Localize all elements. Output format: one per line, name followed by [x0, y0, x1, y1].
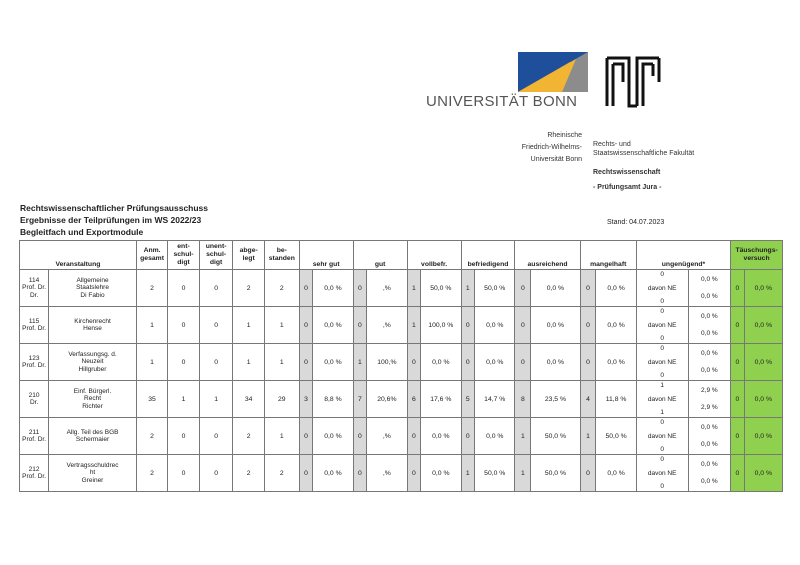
count-cell-unent: 0: [199, 455, 233, 492]
course-number-cell: 211 Prof. Dr.: [20, 418, 49, 455]
office-name: - Prüfungsamt Jura -: [593, 184, 662, 191]
grade-count-man: 4: [580, 381, 596, 418]
grade-count-man: 1: [580, 418, 596, 455]
course-name-cell: Allg. Teil des BGB Schermaier: [49, 418, 137, 455]
count-cell-best: 1: [264, 418, 299, 455]
address-faculty: [593, 140, 694, 158]
count-cell-abg: 2: [233, 270, 264, 307]
results-title: Ergebnisse der Teilprüfungen im WS 2022/23: [20, 215, 202, 225]
committee-title: Rechtswissenschaftlicher Prüfungsausschuss: [20, 203, 209, 213]
grade-percent-aus: 0,0 %: [531, 307, 580, 344]
taeuschung-count: 0: [731, 344, 744, 381]
count-cell-ent: 0: [168, 307, 199, 344]
course-name-cell: Einf. Bürgerl. Recht Richter: [49, 381, 137, 418]
address-line: Friedrich-Wilhelms-: [521, 144, 582, 151]
grade-percent-gut: ,%: [367, 270, 407, 307]
grade-count-man: 0: [580, 455, 596, 492]
grade-count-bef: 0: [461, 344, 474, 381]
grade-percent-sg: 0,0 %: [313, 418, 353, 455]
count-cell-anm: 2: [136, 455, 167, 492]
table-row: [20, 455, 783, 492]
grade-percent-bef: 50,0 %: [475, 455, 515, 492]
table-row: [20, 307, 783, 344]
grade-percent-aus: 0,0 %: [531, 270, 580, 307]
grade-percent-vb: 100,0 %: [421, 307, 461, 344]
grade-percent-vb: 0,0 %: [421, 455, 461, 492]
grade-percent-aus: 50,0 %: [531, 418, 580, 455]
faculty-line: Staatswissenschaftliche Fakultät: [593, 150, 695, 157]
col-befriedigend: befriedigend: [461, 241, 515, 270]
count-cell-best: 2: [264, 270, 299, 307]
faculty-line: Rechts- und: [593, 141, 631, 148]
ungenuegend-percent-cell: 0,0 % 0,0 %: [688, 307, 731, 344]
grade-percent-vb: 0,0 %: [421, 418, 461, 455]
grade-count-bef: 5: [461, 381, 474, 418]
grade-count-gut: 7: [353, 381, 366, 418]
grade-percent-bef: 0,0 %: [475, 344, 515, 381]
grade-count-sg: 0: [299, 344, 312, 381]
grade-count-aus: 0: [515, 270, 531, 307]
grade-count-sg: 0: [299, 455, 312, 492]
count-cell-best: 1: [264, 344, 299, 381]
grade-count-aus: 1: [515, 455, 531, 492]
ungenuegend-count-cell: 0 davon NE 0: [636, 344, 688, 381]
course-number-cell: 123 Prof. Dr.: [20, 344, 49, 381]
address-line: Rheinische: [547, 132, 582, 139]
grade-count-gut: 1: [353, 344, 366, 381]
course-number-cell: 114 Prof. Dr. Dr.: [20, 270, 49, 307]
grade-count-vb: 6: [407, 381, 420, 418]
count-cell-anm: 1: [136, 307, 167, 344]
grade-percent-sg: 0,0 %: [313, 344, 353, 381]
count-cell-ent: 1: [168, 381, 199, 418]
col-abgelegt: abge- legt: [233, 241, 264, 270]
count-cell-ent: 0: [168, 418, 199, 455]
ungenuegend-count-cell: 0 davon NE 0: [636, 270, 688, 307]
grade-percent-man: 50,0 %: [596, 418, 636, 455]
grade-percent-sg: 0,0 %: [313, 307, 353, 344]
count-cell-abg: 34: [233, 381, 264, 418]
table-row: [20, 418, 783, 455]
grade-percent-gut: ,%: [367, 455, 407, 492]
grade-percent-sg: 0,0 %: [313, 455, 353, 492]
university-logo-graphic: [518, 52, 588, 92]
ungenuegend-count-cell: 0 davon NE 0: [636, 455, 688, 492]
col-sehr-gut: sehr gut: [299, 241, 353, 270]
col-ungenuegend: ungenügend*: [636, 241, 730, 270]
count-cell-unent: 0: [199, 344, 233, 381]
col-entschuldigt: ent- schul- digt: [168, 241, 199, 270]
course-number-cell: 212 Prof. Dr.: [20, 455, 49, 492]
ungenuegend-count-cell: 0 davon NE 0: [636, 418, 688, 455]
grade-count-bef: 1: [461, 455, 474, 492]
module-title: Begleitfach und Exportmodule: [20, 227, 144, 237]
count-cell-abg: 2: [233, 455, 264, 492]
taeuschung-percent: 0,0 %: [744, 381, 782, 418]
grade-count-gut: 0: [353, 307, 366, 344]
grade-percent-gut: 100,%: [367, 344, 407, 381]
grade-count-sg: 0: [299, 307, 312, 344]
ungenuegend-percent-cell: 0,0 % 0,0 %: [688, 344, 731, 381]
grade-percent-aus: 50,0 %: [531, 455, 580, 492]
course-name-cell: Kirchenrecht Hense: [49, 307, 137, 344]
address-university: [520, 130, 582, 166]
grade-percent-bef: 50,0 %: [475, 270, 515, 307]
grade-count-vb: 1: [407, 307, 420, 344]
ungenuegend-percent-cell: 0,0 % 0,0 %: [688, 270, 731, 307]
grade-count-man: 0: [580, 307, 596, 344]
results-table: [19, 240, 783, 492]
grade-percent-bef: 0,0 %: [475, 418, 515, 455]
table-row: [20, 270, 783, 307]
grade-count-aus: 8: [515, 381, 531, 418]
col-mangelhaft: mangelhaft: [580, 241, 636, 270]
grade-percent-aus: 23,5 %: [531, 381, 580, 418]
count-cell-anm: 2: [136, 418, 167, 455]
grade-count-vb: 1: [407, 270, 420, 307]
count-cell-abg: 2: [233, 418, 264, 455]
grade-percent-man: 0,0 %: [596, 455, 636, 492]
table-row: [20, 344, 783, 381]
grade-percent-man: 0,0 %: [596, 307, 636, 344]
count-cell-anm: 35: [136, 381, 167, 418]
grade-count-gut: 0: [353, 418, 366, 455]
grade-count-vb: 0: [407, 418, 420, 455]
grade-count-bef: 0: [461, 307, 474, 344]
grade-count-sg: 0: [299, 270, 312, 307]
grade-percent-aus: 0,0 %: [531, 344, 580, 381]
count-cell-unent: 0: [199, 418, 233, 455]
address-line: Universität Bonn: [530, 156, 582, 163]
col-veranstaltung: Veranstaltung: [20, 241, 137, 270]
grade-count-aus: 0: [515, 344, 531, 381]
taeuschung-count: 0: [731, 455, 744, 492]
count-cell-anm: 2: [136, 270, 167, 307]
ungenuegend-percent-cell: 0,0 % 0,0 %: [688, 455, 731, 492]
grade-count-vb: 0: [407, 344, 420, 381]
grade-percent-bef: 0,0 %: [475, 307, 515, 344]
grade-count-aus: 1: [515, 418, 531, 455]
university-logo-text: UNIVERSITÄT BONN: [426, 93, 578, 110]
count-cell-unent: 0: [199, 307, 233, 344]
taeuschung-percent: 0,0 %: [744, 307, 782, 344]
faculty-logo: [604, 56, 662, 108]
department-name: Rechtswissenschaft: [593, 169, 661, 176]
col-gut: gut: [353, 241, 407, 270]
col-unentschuldigt: unent- schul- digt: [199, 241, 233, 270]
grade-percent-man: 11,8 %: [596, 381, 636, 418]
course-name-cell: Verfassungsg. d. Neuzeit Hillgruber: [49, 344, 137, 381]
grade-percent-sg: 0,0 %: [313, 270, 353, 307]
count-cell-unent: 0: [199, 270, 233, 307]
grade-count-gut: 0: [353, 270, 366, 307]
ungenuegend-percent-cell: 0,0 % 0,0 %: [688, 418, 731, 455]
count-cell-ent: 0: [168, 344, 199, 381]
grade-percent-gut: 20,6%: [367, 381, 407, 418]
col-taeuschung: Täuschungs- versuch: [731, 241, 783, 270]
course-number-cell: 115 Prof. Dr.: [20, 307, 49, 344]
stand-date: Stand: 04.07.2023: [607, 219, 665, 226]
col-bestanden: be- standen: [264, 241, 299, 270]
count-cell-unent: 1: [199, 381, 233, 418]
taeuschung-percent: 0,0 %: [744, 270, 782, 307]
taeuschung-count: 0: [731, 381, 744, 418]
count-cell-abg: 1: [233, 307, 264, 344]
grade-percent-bef: 14,7 %: [475, 381, 515, 418]
grade-count-vb: 0: [407, 455, 420, 492]
table-header-row: [20, 241, 783, 270]
grade-percent-vb: 17,6 %: [421, 381, 461, 418]
taeuschung-percent: 0,0 %: [744, 344, 782, 381]
grade-percent-vb: 0,0 %: [421, 344, 461, 381]
count-cell-abg: 1: [233, 344, 264, 381]
grade-percent-sg: 8,8 %: [313, 381, 353, 418]
count-cell-ent: 0: [168, 270, 199, 307]
ungenuegend-percent-cell: 2,9 % 2,9 %: [688, 381, 731, 418]
grade-count-sg: 0: [299, 418, 312, 455]
course-name-cell: Allgemeine Staatslehre Di Fabio: [49, 270, 137, 307]
grade-percent-gut: ,%: [367, 418, 407, 455]
count-cell-ent: 0: [168, 455, 199, 492]
count-cell-anm: 1: [136, 344, 167, 381]
col-vollbefr: vollbefr.: [407, 241, 461, 270]
grade-count-sg: 3: [299, 381, 312, 418]
col-anm: Anm. gesamt: [136, 241, 167, 270]
taeuschung-percent: 0,0 %: [744, 455, 782, 492]
grade-count-gut: 0: [353, 455, 366, 492]
taeuschung-percent: 0,0 %: [744, 418, 782, 455]
course-name-cell: Vertragsschuldrec ht Greiner: [49, 455, 137, 492]
taeuschung-count: 0: [731, 307, 744, 344]
grade-count-man: 0: [580, 344, 596, 381]
taeuschung-count: 0: [731, 418, 744, 455]
grade-count-bef: 1: [461, 270, 474, 307]
table-row: [20, 381, 783, 418]
grade-percent-vb: 50,0 %: [421, 270, 461, 307]
grade-count-man: 0: [580, 270, 596, 307]
grade-percent-man: 0,0 %: [596, 344, 636, 381]
ungenuegend-count-cell: 0 davon NE 0: [636, 307, 688, 344]
grade-percent-gut: ,%: [367, 307, 407, 344]
count-cell-best: 2: [264, 455, 299, 492]
count-cell-best: 1: [264, 307, 299, 344]
col-ausreichend: ausreichend: [515, 241, 580, 270]
grade-count-aus: 0: [515, 307, 531, 344]
grade-percent-man: 0,0 %: [596, 270, 636, 307]
grade-count-bef: 0: [461, 418, 474, 455]
count-cell-best: 29: [264, 381, 299, 418]
course-number-cell: 210 Dr.: [20, 381, 49, 418]
ungenuegend-count-cell: 1 davon NE 1: [636, 381, 688, 418]
taeuschung-count: 0: [731, 270, 744, 307]
